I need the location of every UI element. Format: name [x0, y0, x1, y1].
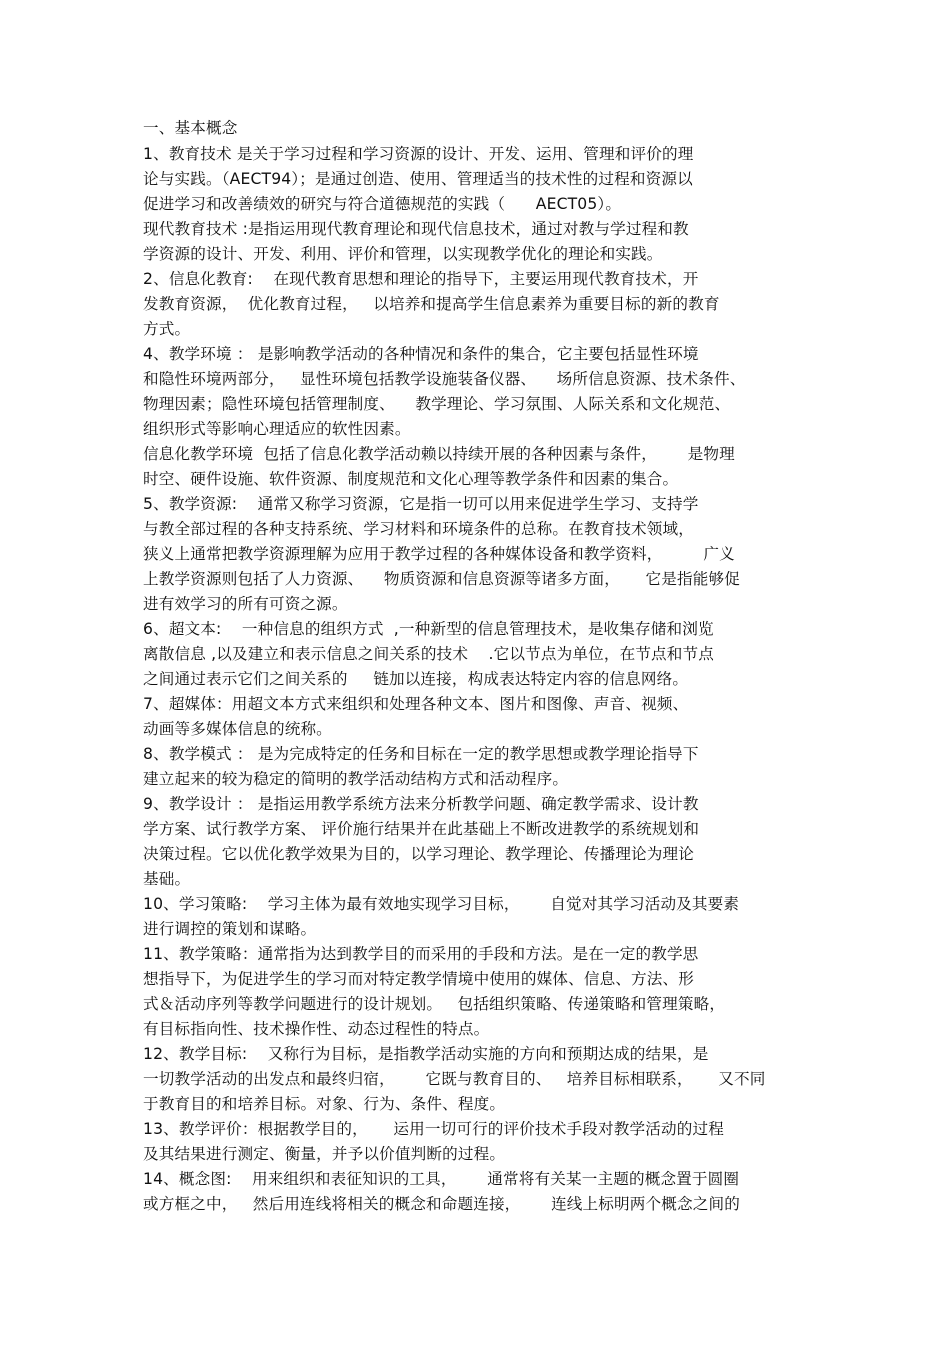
text-line: 之间通过表示它们之间关系的 链加以连接，构成表达特定内容的信息网络。 — [143, 670, 689, 688]
text-line: 与教全部过程的各种支持系统、学习材料和环境条件的总称。在教育技术领域， — [143, 520, 695, 538]
text-line: 学方案、试行教学方案、 评价施行结果并在此基础上不断改进教学的系统规划和 — [143, 820, 700, 838]
text-line: 7、超媒体：用超文本方式来组织和处理各种文本、图片和图像、声音、视频、 — [143, 695, 689, 713]
text-line: 式＆活动序列等教学问题进行的设计规划。 包括组织策略、传递策略和管理策略， — [143, 995, 726, 1013]
text-line: 信息化教学环境 包括了信息化教学活动赖以持续开展的各种因素与条件， 是物理 — [143, 445, 735, 463]
text-line: 于教育目的和培养目标。对象、行为、条件、程度。 — [143, 1095, 506, 1113]
text-line: 基础。 — [143, 870, 191, 888]
text-line: 建立起来的较为稳定的简明的教学活动结构方式和活动程序。 — [143, 770, 569, 788]
text-line: 2、信息化教育: 在现代教育思想和理论的指导下，主要运用现代教育技术，开 — [143, 270, 699, 288]
section-heading: 一、基本概念 — [143, 119, 238, 137]
text-line: 1、教育技术 是关于学习过程和学习资源的设计、开发、运用、管理和评价的理 — [143, 145, 694, 163]
text-line: 动画等多媒体信息的统称。 — [143, 720, 332, 738]
text-line: 14、概念图: 用来组织和表征知识的工具， 通常将有关某一主题的概念置于圆圈 — [143, 1170, 740, 1188]
text-line: 一切教学活动的出发点和最终归宿， 它既与教育目的、 培养目标相联系， 又不同 — [143, 1070, 766, 1088]
text-line: 学资源的设计、开发、利用、评价和管理，以实现教学优化的理论和实践。 — [143, 245, 663, 263]
text-line: 组织形式等影响心理适应的软性因素。 — [143, 420, 411, 438]
text-line: 进行调控的策划和谋略。 — [143, 920, 317, 938]
text-line: 12、教学目标: 又称行为目标，是指教学活动实施的方向和预期达成的结果，是 — [143, 1045, 709, 1063]
text-line: 时空、硬件设施、软件资源、制度规范和文化心理等教学条件和因素的集合。 — [143, 470, 679, 488]
text-line: 方式。 — [143, 320, 191, 338]
text-line: 8、教学模式 ： 是为完成特定的任务和目标在一定的教学思想或教学理论指导下 — [143, 745, 699, 763]
text-line: 发教育资源， 优化教育过程， 以培养和提高学生信息素养为重要目标的新的教育 — [143, 295, 720, 313]
text-line: 促进学习和改善绩效的研究与符合道德规范的实践（ AECT05）。 — [143, 195, 622, 213]
text-line: 想指导下，为促进学生的学习而对特定教学情境中使用的媒体、信息、方法、形 — [143, 970, 695, 988]
text-line: 狭义上通常把教学资源理解为应用于教学过程的各种媒体设备和教学资料， 广义 — [143, 545, 735, 563]
text-line: 论与实践。（AECT94）；是通过创造、使用、管理适当的技术性的过程和资源以 — [143, 170, 693, 188]
text-line: 或方框之中， 然后用连线将相关的概念和命题连接， 连线上标明两个概念之间的 — [143, 1195, 740, 1213]
text-line: 5、教学资源: 通常又称学习资源，它是指一切可以用来促进学生学习、支持学 — [143, 495, 699, 513]
text-line: 离散信息 ,以及建立和表示信息之间关系的技术 .它以节点为单位，在节点和节点 — [143, 645, 715, 663]
text-line: 有目标指向性、技术操作性、动态过程性的特点。 — [143, 1020, 490, 1038]
text-line: 现代教育技术 :是指运用现代教育理论和现代信息技术，通过对教与学过程和教 — [143, 220, 689, 238]
text-line: 9、教学设计 ： 是指运用教学系统方法来分析教学问题、确定教学需求、设计教 — [143, 795, 699, 813]
text-line: 物理因素；隐性环境包括管理制度、 教学理论、学习氛围、人际关系和文化规范、 — [143, 395, 731, 413]
text-line: 上教学资源则包括了人力资源、 物质资源和信息资源等诸多方面， 它是指能够促 — [143, 570, 740, 588]
text-line: 4、教学环境 ： 是影响教学活动的各种情况和条件的集合，它主要包括显性环境 — [143, 345, 699, 363]
text-line: 10、学习策略: 学习主体为最有效地实现学习目标， 自觉对其学习活动及其要素 — [143, 895, 740, 913]
text-line: 决策过程。它以优化教学效果为目的，以学习理论、教学理论、传播理论为理论 — [143, 845, 695, 863]
text-line: 6、超文本: 一种信息的组织方式 ,一种新型的信息管理技术，是收集存储和浏览 — [143, 620, 714, 638]
text-line: 11、教学策略：通常指为达到教学目的而采用的手段和方法。是在一定的教学思 — [143, 945, 699, 963]
text-line: 13、教学评价：根据教学目的， 运用一切可行的评价技术手段对教学活动的过程 — [143, 1120, 724, 1138]
text-line: 和隐性环境两部分， 显性环境包括教学设施装备仪器、 场所信息资源、技术条件、 — [143, 370, 746, 388]
text-line: 进有效学习的所有可资之源。 — [143, 595, 348, 613]
text-line: 及其结果进行测定、衡量，并予以价值判断的过程。 — [143, 1145, 506, 1163]
